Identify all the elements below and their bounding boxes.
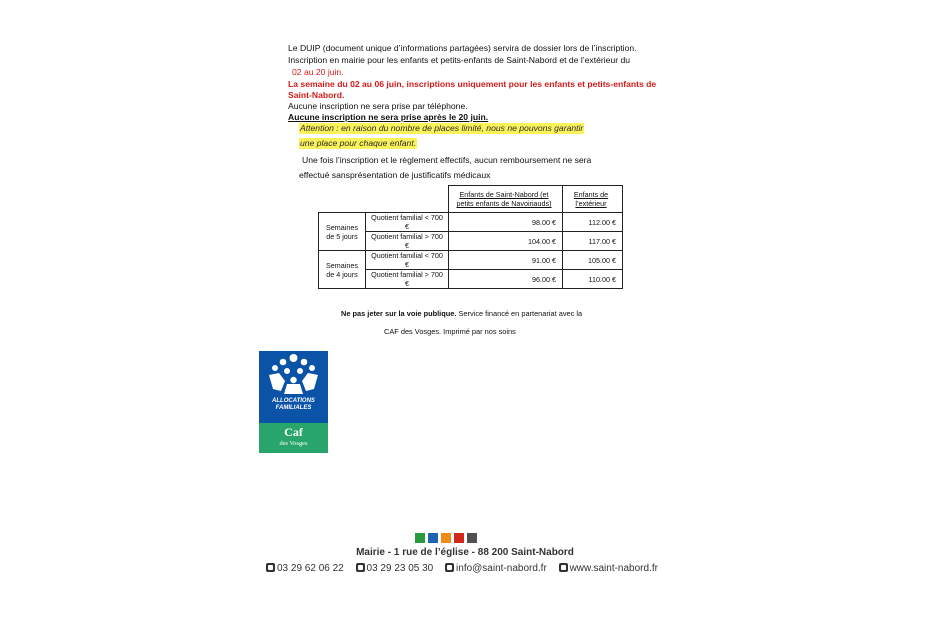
color-square [467,533,477,543]
registration-text: Inscription en mairie pour les enfants et petits-enfants de Saint-Nabord et de l’extérieur du [288,55,631,65]
family-figures-icon [259,351,328,397]
footer-address: Mairie - 1 rue de l’église - 88 200 Saint-Nabord [356,547,574,558]
price-cell: 105.00 € [563,251,623,270]
registration-dates: 02 au 20 juin. [292,67,344,77]
price-cell: 117.00 € [563,232,623,251]
table-row [319,251,623,270]
color-square [454,533,464,543]
fax-icon [356,563,365,572]
notice-rest: Service financé en partenariat avec la [456,309,583,318]
deadline-text: Aucune inscription ne sera prise après le 20 juin. [288,112,489,122]
phone-item: 03 29 62 06 22 [266,563,344,574]
group-label: Semaines de 4 jours [319,251,366,289]
logo-region: des Vosges [279,440,308,447]
price-cell: 104.00 € [449,232,563,251]
fax-item: 03 29 23 05 30 [356,563,434,574]
warning-highlight-2: une place pour chaque enfant. [300,138,417,148]
footer-contacts [266,563,667,574]
duip-text: Le DUIP (document unique d’informations partagées) servira de dossier lors de l’inscription. [288,43,637,53]
fee-table [318,185,623,289]
color-square [441,533,451,543]
quotient-cell: Quotient familial < 700 € [366,251,449,270]
color-square [415,533,425,543]
table-row [319,213,623,232]
email-item[interactable]: info@saint-nabord.fr [445,563,547,574]
price-cell: 98.00 € [449,213,563,232]
logo-alloc-line2: FAMILIALES [275,404,312,411]
color-square [428,533,438,543]
notice-line-1 [341,309,582,319]
medical-text: effectué sansprésentation de justificatifs médicaux [299,170,491,180]
table-header-row [319,186,623,213]
price-cell: 110.00 € [563,270,623,289]
email-icon [445,563,454,572]
priority-week-text-end: Saint-Nabord. [288,90,345,100]
phone-icon [266,563,275,572]
priority-week-text: La semaine du 02 au 06 juin, inscriptions uniquement pour les enfants et petits-enfants de [288,79,657,89]
no-phone-text: Aucune inscription ne sera prise par téléphone. [288,101,468,111]
notice-bold: Ne pas jeter sur la voie publique. [341,309,457,318]
col-header-exterieur: Enfants de l’extérieur [563,186,623,213]
price-cell: 91.00 € [449,251,563,270]
website-item[interactable]: www.saint-nabord.fr [559,563,658,574]
quotient-cell: Quotient familial > 700 € [366,232,449,251]
warning-highlight-1: Attention : en raison du nombre de places limité, nous ne pouvons garantir [300,123,584,133]
quotient-cell: Quotient familial > 700 € [366,270,449,289]
price-cell: 112.00 € [563,213,623,232]
caf-logo [259,351,328,453]
price-cell: 96.00 € [449,270,563,289]
refund-text: Une fois l’inscription et le règlement effectifs, aucun remboursement ne sera [302,155,592,165]
col-header-saint-nabord: Enfants de Saint-Nabord (et petits enfants de Navoiriauds) [449,186,563,213]
quotient-cell: Quotient familial < 700 € [366,213,449,232]
web-icon [559,563,568,572]
notice-line-2: CAF des Vosges. Imprimé par nos soins [384,327,516,336]
group-label: Semaines de 5 jours [319,213,366,251]
logo-alloc-line1: ALLOCATIONS [272,398,315,404]
logo-word: Caf [284,425,303,439]
